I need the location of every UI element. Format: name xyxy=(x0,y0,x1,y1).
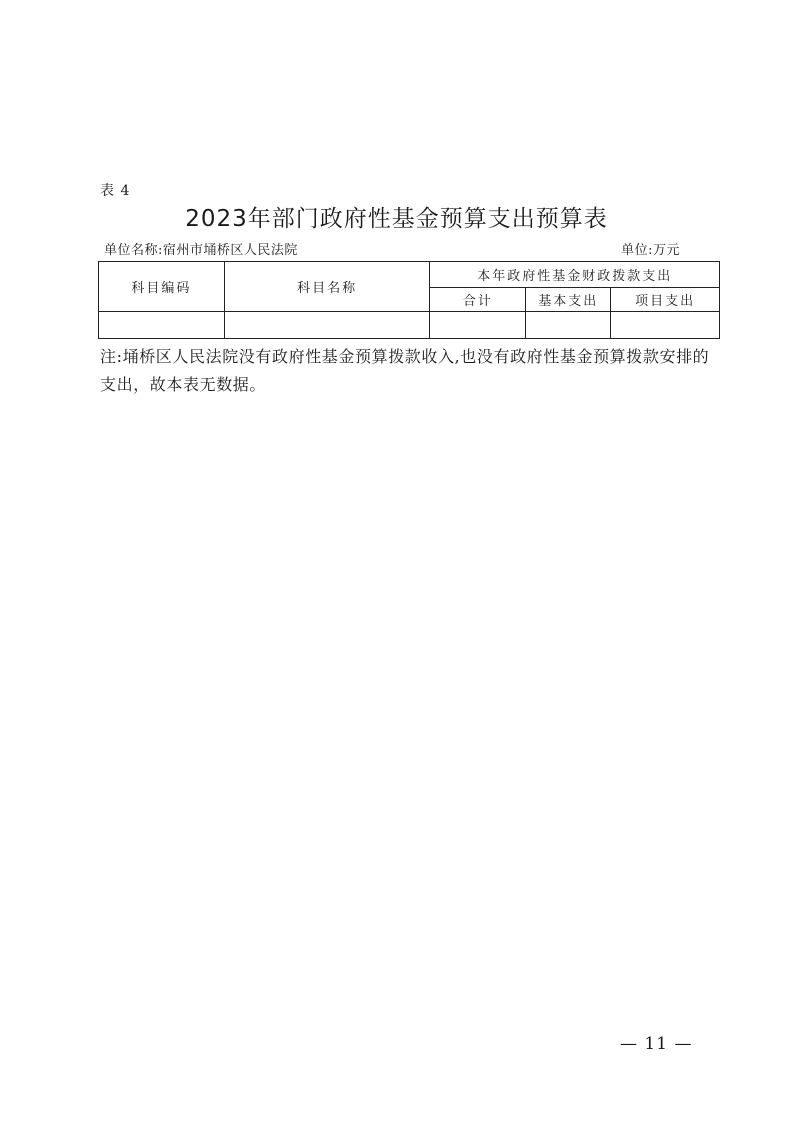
header-basic-expenditure: 基本支出 xyxy=(526,288,611,312)
table-header-row xyxy=(99,262,720,288)
page-title: 2023年部门政府性基金预算支出预算表 xyxy=(185,206,608,232)
cell-basic-expenditure xyxy=(526,312,611,339)
cell-total xyxy=(430,312,526,339)
header-project-expenditure: 项目支出 xyxy=(611,288,720,312)
budget-table xyxy=(98,261,720,339)
unit-name-label: 单位名称:宿州市埇桥区人民法院 xyxy=(104,243,298,258)
header-total: 合计 xyxy=(430,288,526,312)
currency-unit-label: 单位:万元 xyxy=(621,243,680,258)
table-row xyxy=(99,312,720,339)
unit-row xyxy=(104,239,680,258)
page-number: — 11 — xyxy=(620,1034,693,1054)
cell-subject-code xyxy=(99,312,225,339)
table-label: 表 4 xyxy=(100,183,131,199)
table-note: 注:埇桥区人民法院没有政府性基金预算拨款收入,也没有政府性基金预算拨款安排的支出，故本表无数据。 xyxy=(100,347,710,394)
header-subject-name: 科目名称 xyxy=(224,262,430,312)
header-subject-code: 科目编码 xyxy=(99,262,225,312)
cell-subject-name xyxy=(224,312,430,339)
cell-project-expenditure xyxy=(611,312,720,339)
header-fund-expenditure: 本年政府性基金财政拨款支出 xyxy=(430,262,720,288)
